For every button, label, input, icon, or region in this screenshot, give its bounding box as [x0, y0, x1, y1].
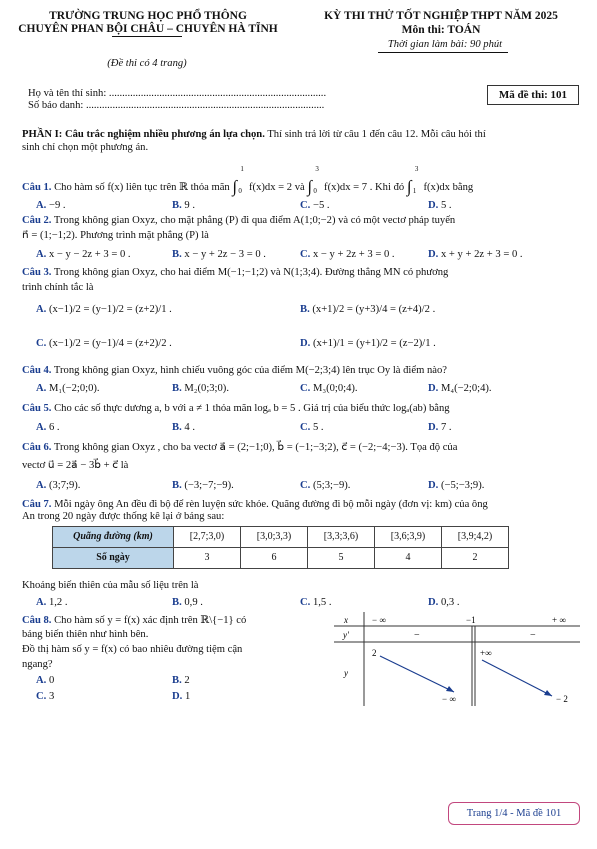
page-footer: Trang 1/4 - Mã đề 101 [448, 802, 580, 825]
part1-title: PHẦN I: Câu trắc nghiệm nhiều phương án lựa chọn. [22, 129, 265, 140]
table-header-days: Số ngày [53, 548, 174, 569]
q1-number: Câu 1. [22, 182, 52, 193]
table-cell: [3,9;4,2) [442, 527, 509, 548]
q3-option-d[interactable]: D. (x+1)/1 = (y+1)/2 = (z−2)/1 . [300, 338, 436, 349]
q8-option-b[interactable]: B. 2 [172, 675, 190, 686]
table-row [53, 548, 509, 569]
question-4: Câu 4. Trong không gian Oxyz, hình chiếu vuông góc của điểm M(−2;3;4) lên trục Oy là điểm nào? [22, 365, 447, 376]
q7-option-d[interactable]: D. 0,3 . [428, 597, 460, 608]
q1-text-a: Cho hàm số f(x) liên tục trên ℝ thỏa mãn [54, 182, 230, 193]
table-cell: 4 [375, 548, 442, 569]
vt-arrowhead-left [446, 686, 454, 692]
q5-option-a[interactable]: A. 6 . [36, 422, 60, 433]
vt-pos-inf: + ∞ [552, 615, 566, 625]
header-underline-left [112, 36, 182, 37]
vt-neg-inf: − ∞ [372, 615, 386, 625]
q8-option-d[interactable]: D. 1 [172, 691, 191, 702]
q6-option-b[interactable]: B. (−3;−7;−9). [172, 480, 234, 491]
q3-option-c[interactable]: C. (x−1)/2 = (y−1)/4 = (z+2)/2 . [36, 338, 172, 349]
vt-minus-one: −1 [466, 615, 476, 625]
q3-option-a[interactable]: A. (x−1)/2 = (y−1)/2 = (z+2)/1 . [36, 304, 172, 315]
q8-line2: bảng biến thiên như hình bên. [22, 629, 149, 640]
vt-arrowhead-right [544, 690, 552, 696]
q7-option-b[interactable]: B. 0,9 . [172, 597, 203, 608]
table-cell: 6 [241, 548, 308, 569]
question-5: Câu 5. Cho các số thực dương a, b với a ≠ 1 thỏa mãn logₐ b = 5 . Giá trị của biểu thức logₐ(ab) bằng [22, 403, 450, 414]
table-cell: 5 [308, 548, 375, 569]
q2-option-b[interactable]: B. x − y + 2z − 3 = 0 . [172, 249, 266, 260]
vt-sign-right: − [530, 630, 536, 641]
part1-instructions: Thí sinh trả lời từ câu 1 đến câu 12. Mỗi câu hỏi thí [267, 129, 486, 140]
vt-value-pos-inf: +∞ [480, 648, 492, 658]
question-2: Câu 2. Trong không gian Oxyz, cho mặt phẳng (P) đi qua điểm A(1;0;−2) và có một vectơ pháp tuyến [22, 215, 456, 226]
q5-option-c[interactable]: C. 5 . [300, 422, 324, 433]
vt-x-label: x [344, 615, 348, 625]
q3-option-b[interactable]: B. (x+1)/2 = (y+3)/4 = (z+4)/2 . [300, 304, 436, 315]
q7-question: Khoảng biến thiên của mẫu số liệu trên là [22, 580, 199, 591]
vt-sign-left: − [414, 630, 420, 641]
table-cell: [2,7;3,0) [174, 527, 241, 548]
q8-line3: Đồ thị hàm số y = f(x) có bao nhiêu đường tiệm cận [22, 644, 243, 655]
q2-option-a[interactable]: A. x − y − 2z + 3 = 0 . [36, 249, 131, 260]
q3-line2: trình chính tắc là [22, 282, 94, 293]
vt-arrow-left [380, 656, 454, 692]
q4-option-c[interactable]: C. M₃(0;0;4). [300, 383, 358, 394]
vt-yp-label: y' [343, 630, 349, 640]
question-3: Câu 3. Trong không gian Oxyz, cho hai điểm M(−1;−1;2) và N(1;3;4). Đường thẳng MN có phương [22, 267, 449, 278]
vt-value-neg-inf: − ∞ [442, 694, 456, 704]
q1-option-a[interactable]: A. −9 . [36, 200, 66, 211]
q1-option-c[interactable]: C. −5 . [300, 200, 330, 211]
q8-option-c[interactable]: C. 3 [36, 691, 55, 702]
table-cell: 3 [174, 548, 241, 569]
question-1 [22, 165, 474, 196]
q4-option-b[interactable]: B. M₂(0;3;0). [172, 383, 229, 394]
q2-option-d[interactable]: D. x + y + 2z + 3 = 0 . [428, 249, 523, 260]
table-cell: [3,0;3,3) [241, 527, 308, 548]
q7-line2: An trong 20 ngày được thống kê lại ở bảng sau: [22, 511, 225, 522]
q4-option-a[interactable]: A. M₁(−2;0;0). [36, 383, 100, 394]
q6-option-c[interactable]: C. (5;3;−9). [300, 480, 351, 491]
part1-heading [22, 128, 486, 141]
question-6: Câu 6. Trong không gian Oxyz , cho ba vectơ a⃗ = (2;−1;0), b⃗ = (−1;−3;2), c⃗ = (−2;−4;−3). Tọa độ của [22, 442, 458, 453]
exam-title: KỲ THI THỬ TỐT NGHIỆP THPT NĂM 2025 [324, 10, 558, 22]
integral-sign-3: ∫ 3 1 [406, 165, 419, 196]
candidate-name-field: Họ và tên thí sinh: .................................................................................. [28, 88, 327, 99]
vt-arrow-right [482, 660, 552, 696]
vt-value-2: 2 [372, 648, 377, 658]
q5-option-d[interactable]: D. 7 . [428, 422, 452, 433]
q1-option-d[interactable]: D. 5 . [428, 200, 452, 211]
q1-option-b[interactable]: B. 9 . [172, 200, 195, 211]
integral-sign-1: ∫ 1 0 [232, 165, 244, 196]
exam-code: Mã đề thi: 101 [498, 89, 568, 101]
q4-option-d[interactable]: D. M₄(−2;0;4). [428, 383, 492, 394]
q7-option-c[interactable]: C. 1,5 . [300, 597, 332, 608]
q6-line2: vectơ u⃗ = 2a⃗ − 3b⃗ + c⃗ là [22, 460, 129, 471]
table-cell: [3,3;3,6) [308, 527, 375, 548]
table-cell: 2 [442, 548, 509, 569]
q8-line4: ngang? [22, 659, 53, 670]
q1-text-b: f(x)dx = 2 và [249, 182, 305, 193]
table-cell: [3,6;3,9) [375, 527, 442, 548]
table-row [53, 527, 509, 548]
pages-note: (Đề thi có 4 trang) [107, 58, 187, 69]
q1-text-c: f(x)dx = 7 . Khi đó [324, 182, 405, 193]
q8-option-a[interactable]: A. 0 [36, 675, 55, 686]
variation-table [334, 612, 580, 706]
table-header-distance: Quãng đường (km) [53, 527, 174, 548]
question-8: Câu 8. Cho hàm số y = f(x) xác định trên ℝ\{−1} có [22, 615, 247, 626]
exam-code-box [487, 85, 579, 105]
question-7: Câu 7. Mỗi ngày ông An đều đi bộ để rèn luyện sức khỏe. Quãng đường đi bộ mỗi ngày (đơn vị: km) của ông [22, 499, 488, 510]
q5-option-b[interactable]: B. 4 . [172, 422, 195, 433]
frequency-table [52, 526, 509, 569]
q7-option-a[interactable]: A. 1,2 . [36, 597, 68, 608]
vt-value-minus-2: − 2 [556, 694, 568, 704]
vt-y-label: y [344, 668, 348, 678]
q2-option-c[interactable]: C. x − y + 2z + 3 = 0 . [300, 249, 395, 260]
part1-instructions-line2: sinh chỉ chọn một phương án. [22, 142, 149, 153]
exam-subject: Môn thi: TOÁN [401, 24, 481, 36]
q6-option-d[interactable]: D. (−5;−3;9). [428, 480, 485, 491]
school-name-line1: TRƯỜNG TRUNG HỌC PHỔ THÔNG [49, 10, 247, 22]
q6-option-a[interactable]: A. (3;7;9). [36, 480, 81, 491]
integral-sign-2: ∫ 3 0 [307, 165, 319, 196]
candidate-id-field: Số báo danh: .......................................................................................... [28, 100, 325, 111]
exam-time: Thời gian làm bài: 90 phút [387, 39, 503, 50]
q2-line2: n⃗ = (1;−1;2). Phương trình mặt phẳng (P) là [22, 230, 209, 241]
school-name-line2: CHUYÊN PHAN BỘI CHÂU – CHUYÊN HÀ TĨNH [18, 23, 278, 35]
header-underline-right [378, 52, 508, 53]
q1-text-d: f(x)dx bằng [423, 182, 474, 193]
